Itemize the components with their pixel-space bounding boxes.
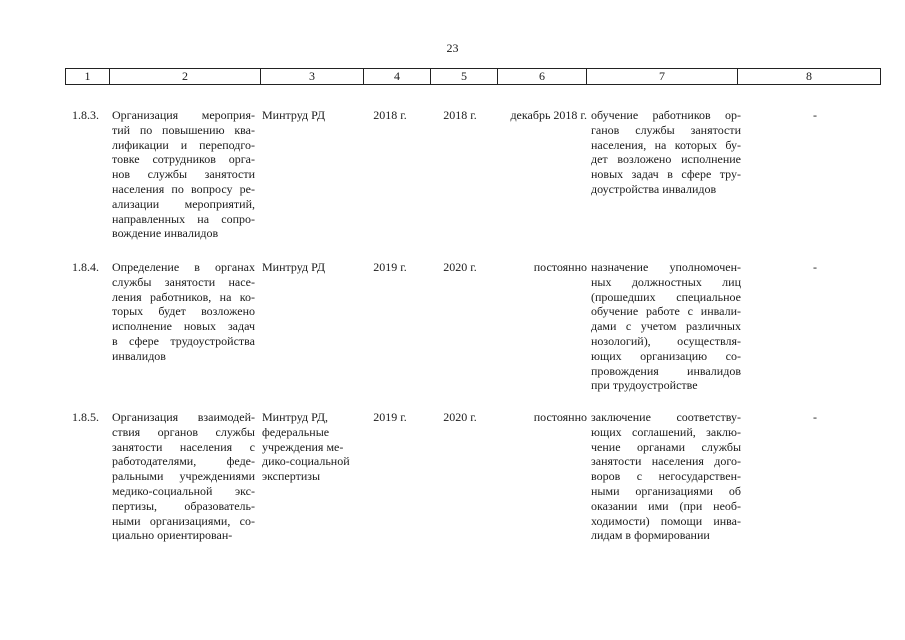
row-result (591, 410, 741, 543)
row-year-start: 2019 г. (373, 260, 407, 274)
description-line: медико-социальной экс- (112, 483, 255, 498)
description-line: направленных на сопро- (112, 211, 255, 226)
description-line: в сфере трудоустройства (112, 333, 255, 348)
row-number: 1.8.5. (72, 410, 99, 424)
row-year-end: 2020 г. (443, 410, 477, 424)
description-line: вождение инвалидов (112, 226, 219, 241)
result-line: ющих организацию со- (591, 348, 741, 363)
row-note: - (813, 108, 817, 122)
result-line: населения, на которых бу- (591, 137, 741, 152)
result-line: чение органами службы (591, 439, 741, 454)
description-line: занятости населения с (112, 439, 255, 454)
description-line: ральными учреждениями (112, 469, 255, 484)
executor-line: Минтруд РД (262, 108, 326, 122)
column-header: 6 (498, 69, 587, 85)
description-line: ными организациями, со- (112, 513, 255, 528)
column-header: 5 (431, 69, 498, 85)
description-line: тий по повышению ква- (112, 122, 255, 137)
result-line: ными организациями об (591, 483, 741, 498)
row-note: - (813, 410, 817, 424)
description-line: населения по вопросу ре- (112, 181, 255, 196)
row-note: - (813, 260, 817, 274)
result-line: (прошедших специальное (591, 289, 741, 304)
row-year-end: 2018 г. (443, 108, 477, 122)
row-result (591, 260, 741, 393)
row-description (112, 108, 255, 241)
executor-line: Минтруд РД, (262, 410, 329, 424)
description-line: циально ориентирован- (112, 528, 233, 543)
result-line: ганов службы занятости (591, 122, 741, 137)
executor-line: Минтруд РД (262, 260, 326, 274)
result-line: дами с учетом различных (591, 319, 741, 334)
result-line: назначение уполномочен- (591, 260, 741, 274)
description-line: инвалидов (112, 348, 166, 363)
column-header-row (65, 68, 881, 85)
result-line: новых задач в сфере тру- (591, 167, 741, 182)
row-description (112, 410, 255, 543)
result-line: ных должностных лиц (591, 274, 741, 289)
result-line: при трудоустройстве (591, 378, 698, 393)
description-line: Организация взаимодей- (112, 410, 255, 424)
row-number: 1.8.3. (72, 108, 99, 122)
row-executor (262, 260, 362, 275)
description-line: Определение в органах (112, 260, 255, 274)
column-header: 2 (110, 69, 261, 85)
result-line: оказании ими (при необ- (591, 498, 741, 513)
row-executor (262, 108, 362, 123)
executor-line: федеральные (262, 424, 330, 439)
result-line: нозологий), осуществля- (591, 333, 741, 348)
row-number: 1.8.4. (72, 260, 99, 274)
row-executor (262, 410, 362, 484)
row-result (591, 108, 741, 197)
result-line: воров с негосударствен- (591, 469, 741, 484)
description-line: нов службы занятости (112, 167, 255, 182)
description-line: ствия органов службы (112, 424, 255, 439)
description-line: работодателями, феде- (112, 454, 255, 469)
column-header: 8 (738, 69, 881, 85)
description-line: ализации мероприятий, (112, 196, 255, 211)
description-line: Организация мероприя- (112, 108, 255, 122)
result-line: дет возложено исполнение (591, 152, 741, 167)
result-line: лидам в формировании (591, 528, 710, 543)
description-line: службы занятости насе- (112, 274, 255, 289)
description-line: товке сотрудников орга- (112, 152, 255, 167)
column-header: 1 (66, 69, 110, 85)
result-line: заключение соответству- (591, 410, 741, 424)
result-line: провождения инвалидов (591, 363, 741, 378)
row-deadline: постоянно (533, 260, 587, 274)
row-year-end: 2020 г. (443, 260, 477, 274)
result-line: обучение работе с инвали- (591, 304, 741, 319)
description-line: пертизы, образователь- (112, 498, 255, 513)
row-deadline: постоянно (533, 410, 587, 424)
row-deadline: декабрь 2018 г. (510, 108, 587, 122)
result-line: доустройства инвалидов (591, 181, 717, 196)
description-line: исполнение новых задач (112, 319, 255, 334)
column-header: 7 (587, 69, 738, 85)
executor-line: экспертизы (262, 469, 321, 484)
description-line: ления работников, на ко- (112, 289, 255, 304)
column-header: 3 (261, 69, 364, 85)
executor-line: учреждения ме- (262, 439, 344, 454)
row-year-start: 2019 г. (373, 410, 407, 424)
executor-line: дико-социальной (262, 454, 350, 469)
result-line: ходимости) помощи инва- (591, 513, 741, 528)
row-year-start: 2018 г. (373, 108, 407, 122)
column-header: 4 (364, 69, 431, 85)
page-number: 23 (446, 41, 459, 55)
result-line: ющих соглашений, заклю- (591, 424, 741, 439)
result-line: обучение работников ор- (591, 108, 741, 122)
description-line: лификации и переподго- (112, 137, 255, 152)
row-description (112, 260, 255, 364)
result-line: занятости населения дого- (591, 454, 741, 469)
description-line: торых будет возложено (112, 304, 255, 319)
